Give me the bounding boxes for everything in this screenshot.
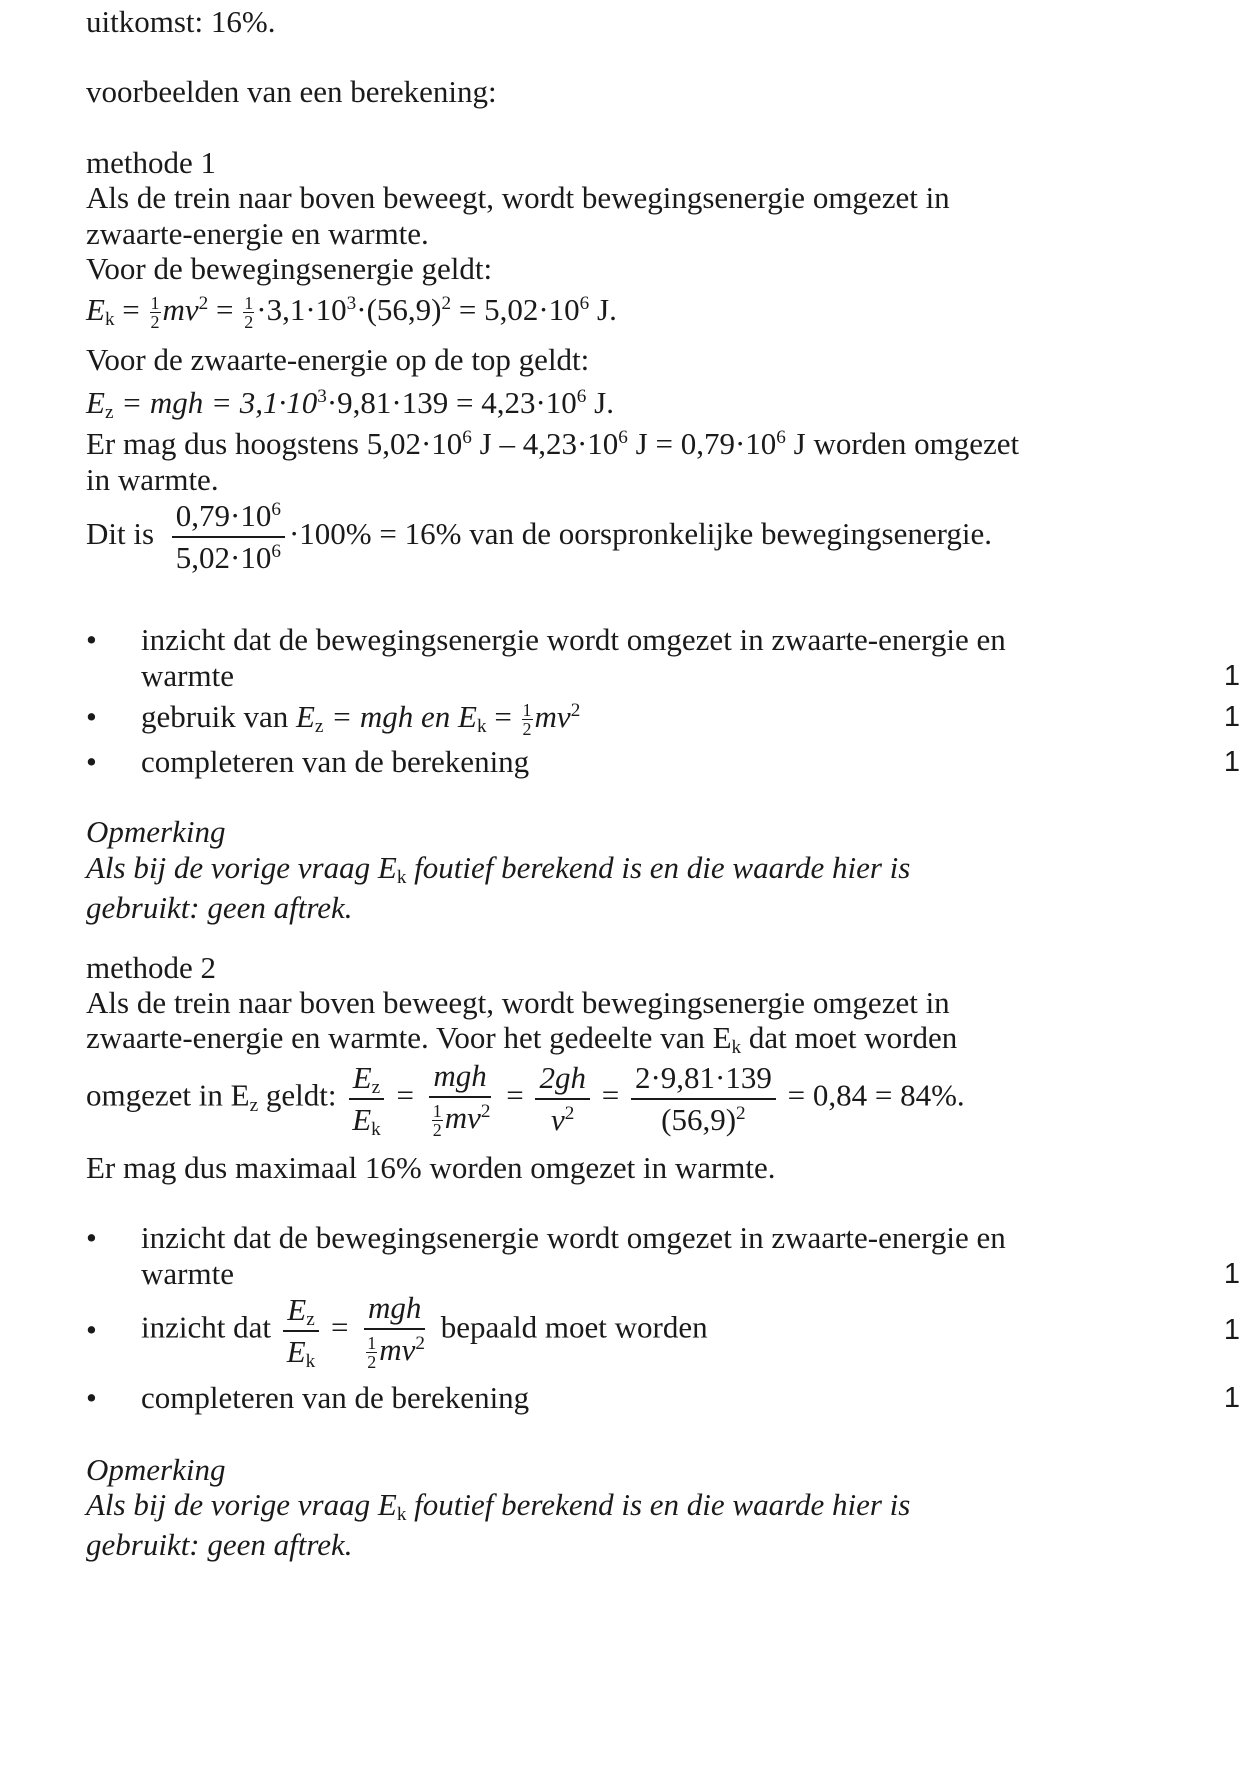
energy-ratio-formula <box>86 1058 965 1139</box>
ratio-fraction <box>426 1058 495 1139</box>
score-point: 1 <box>1223 701 1240 733</box>
potential-energy-formula <box>86 385 614 424</box>
exponent: 6 <box>462 427 472 449</box>
ratio-fraction <box>535 1060 590 1137</box>
method2-text-line <box>86 1020 958 1059</box>
fraction-denominator <box>547 1100 578 1138</box>
numerator-value: 0,79·10 <box>175 498 272 533</box>
half-numerator: 1 <box>522 700 532 721</box>
half-fraction <box>432 1102 443 1139</box>
method1-text-line: Als de trein naar boven beweegt, wordt bewegingsenergie omgezet in <box>86 180 950 215</box>
exponent: 6 <box>576 386 587 408</box>
speed-value: (56,9) <box>661 1101 737 1137</box>
fraction-denominator <box>172 538 285 576</box>
exponent: 6 <box>776 427 786 449</box>
remark-title: Opmerking <box>86 814 226 849</box>
remark-text <box>86 1487 911 1526</box>
formula-prefix: omgezet in E <box>86 1077 250 1113</box>
percentage-fraction-line <box>86 498 992 575</box>
ek-result: = 5,02·10 <box>458 292 580 327</box>
denominator-value: 5,02·10 <box>175 539 272 575</box>
heat-part: J worden omgezet <box>785 426 1020 461</box>
criterion-formula <box>141 699 580 738</box>
half-fraction <box>522 701 533 738</box>
criterion-text: gebruik van <box>141 699 296 734</box>
bullet: • <box>86 699 97 734</box>
equals-sign: = <box>331 1309 349 1345</box>
method2-text-line: Er mag dus maximaal 16% worden omgezet in warmte. <box>86 1150 776 1185</box>
fraction-suffix: van de oorspronkelijke bewegingsenergie. <box>461 515 993 551</box>
criterion-text: bepaald moet worden <box>440 1309 708 1345</box>
ratio-result: = 0,84 = 84%. <box>787 1077 965 1113</box>
ez-subscript: z <box>249 1095 259 1116</box>
fraction-denominator <box>426 1098 495 1139</box>
score-point: 1 <box>1223 1314 1240 1346</box>
text-part: dat moet worden <box>741 1020 958 1055</box>
ratio-fraction <box>348 1059 385 1140</box>
method2-title: methode 2 <box>86 950 216 985</box>
fraction-numerator <box>283 1292 318 1332</box>
half-numerator: 1 <box>432 1101 442 1122</box>
ek-symbol: E <box>86 292 105 327</box>
ratio-fraction <box>283 1291 320 1372</box>
criterion-text: inzicht dat de bewegingsenergie wordt omgezet in zwaarte-energie en <box>141 622 1006 657</box>
heat-part: Er mag dus hoogstens 5,02·10 <box>86 426 463 461</box>
score-point: 1 <box>1223 1258 1240 1290</box>
examples-heading: voorbeelden van een berekening: <box>86 74 497 109</box>
exponent: 6 <box>271 499 281 521</box>
ez-subscript: z <box>306 1309 315 1331</box>
equals-sign: = <box>601 1077 620 1113</box>
square-exponent: 2 <box>480 1101 491 1123</box>
equals-sign: = <box>506 1077 524 1113</box>
method1-title: methode 1 <box>86 145 216 180</box>
remark-part: foutief berekend is en die waarde hier is <box>406 850 911 885</box>
ek-subscript: k <box>731 1037 742 1059</box>
fraction-numerator <box>349 1060 384 1100</box>
mass-value: ·3,1·10 <box>256 292 347 327</box>
ek-symbol: E <box>458 699 477 734</box>
ek-result-exponent: 6 <box>579 293 590 315</box>
percentage-result: ·100% = 16% <box>288 515 462 551</box>
remark-title: Opmerking <box>86 1452 226 1487</box>
half-denominator: 2 <box>244 312 254 333</box>
ek-subscript: k <box>396 867 407 889</box>
criterion-text: warmte <box>141 658 234 693</box>
ez-symbol: E <box>287 1291 307 1327</box>
remark-text: gebruikt: geen aftrek. <box>86 890 353 925</box>
half-fraction <box>150 294 161 331</box>
fraction-numerator: 2·9,81·139 <box>631 1060 776 1100</box>
method1-text-line: zwaarte-energie en warmte. <box>86 216 429 251</box>
remark-text <box>86 850 911 889</box>
mass-exponent: 3 <box>346 293 357 315</box>
half-fraction <box>243 294 254 331</box>
square-exponent: 2 <box>198 293 209 315</box>
speed-exponent: 2 <box>441 293 452 315</box>
unit-joule: J. <box>586 385 614 420</box>
ek-subscript: k <box>371 1118 381 1140</box>
method1-text-line: Voor de bewegingsenergie geldt: <box>86 251 493 286</box>
fraction-numerator: mgh <box>364 1290 425 1330</box>
ratio-fraction <box>360 1290 429 1371</box>
ez-subscript: z <box>104 402 114 424</box>
half-numerator: 1 <box>150 293 160 314</box>
method1-text-line: in warmte. <box>86 462 219 497</box>
criterion-formula <box>141 1290 708 1371</box>
ez-symbol: E <box>352 1059 372 1095</box>
formula-prefix: geldt: <box>258 1077 337 1113</box>
unit-joule: J. <box>589 292 617 327</box>
square-exponent: 2 <box>415 1333 426 1355</box>
score-point: 1 <box>1223 1382 1240 1414</box>
exponent: 6 <box>618 427 628 449</box>
fraction-numerator: mgh <box>429 1058 490 1098</box>
equals-sign: = <box>216 292 234 327</box>
speed-value: ·(56,9) <box>356 292 442 327</box>
heat-part: J = 0,79·10 <box>627 426 777 461</box>
ek-symbol: E <box>286 1333 306 1369</box>
fraction-numerator: 2gh <box>535 1060 590 1100</box>
half-numerator: 1 <box>244 293 254 314</box>
percentage-fraction <box>172 498 285 575</box>
criterion-text: warmte <box>141 1256 234 1291</box>
ek-subscript: k <box>476 716 487 738</box>
ratio-fraction <box>631 1060 776 1137</box>
mv-term: mv <box>162 292 199 327</box>
exponent: 3 <box>317 386 327 408</box>
ek-subscript: k <box>305 1350 316 1372</box>
mv-term: mv <box>534 699 571 734</box>
remark-part: Als bij de vorige vraag E <box>86 850 397 885</box>
square-exponent: 2 <box>564 1102 575 1124</box>
fraction-denominator <box>348 1100 385 1138</box>
fraction-prefix: Dit is <box>86 515 155 551</box>
half-denominator: 2 <box>367 1352 377 1373</box>
bullet: • <box>86 1380 97 1415</box>
remark-text: gebruikt: geen aftrek. <box>86 1527 353 1562</box>
kinetic-energy-formula <box>86 292 617 331</box>
method1-text-line: Voor de zwaarte-energie op de top geldt: <box>86 342 590 377</box>
ek-subscript: k <box>396 1504 407 1526</box>
ez-symbol: E <box>86 385 105 420</box>
ez-subscript: z <box>314 716 324 738</box>
mv-term: mv <box>444 1099 481 1135</box>
mv-term: mv <box>379 1331 416 1367</box>
heat-part: J – 4,23·10 <box>471 426 619 461</box>
text-part: zwaarte-energie en warmte. Voor het gedeelte van E <box>86 1020 732 1055</box>
score-point: 1 <box>1223 660 1240 692</box>
equals-sign: = <box>396 1077 414 1113</box>
ek-subscript: k <box>104 309 115 331</box>
bullet: • <box>86 1312 97 1347</box>
outcome-line: uitkomst: 16%. <box>86 4 276 39</box>
fraction-denominator <box>657 1100 750 1138</box>
square-exponent: 2 <box>570 700 581 722</box>
ez-expression-rest: ·9,81·139 = 4,23·10 <box>326 385 577 420</box>
square-exponent: 2 <box>736 1102 746 1124</box>
criterion-text: completeren van de berekening <box>141 744 530 779</box>
half-denominator: 2 <box>150 312 160 333</box>
method2-text-line: Als de trein naar boven beweegt, wordt bewegingsenergie omgezet in <box>86 985 950 1020</box>
fraction-denominator <box>360 1330 429 1371</box>
equals-sign: = <box>122 292 140 327</box>
bullet: • <box>86 622 97 657</box>
criterion-formula-mid: = mgh en <box>323 699 459 734</box>
criterion-text: inzicht dat de bewegingsenergie wordt omgezet in zwaarte-energie en <box>141 1220 1006 1255</box>
fraction-denominator <box>283 1332 320 1370</box>
criterion-text: completeren van de berekening <box>141 1380 530 1415</box>
remark-part: foutief berekend is en die waarde hier is <box>406 1487 911 1522</box>
bullet: • <box>86 1220 97 1255</box>
half-fraction <box>366 1334 377 1371</box>
ez-symbol: E <box>295 699 315 734</box>
remark-part: Als bij de vorige vraag E <box>86 1487 397 1522</box>
criterion-text: inzicht dat <box>141 1309 271 1345</box>
bullet: • <box>86 744 97 779</box>
ez-expression: = mgh = 3,1·10 <box>113 385 318 420</box>
exponent: 6 <box>271 541 281 563</box>
v-term: v <box>551 1101 565 1137</box>
half-numerator: 1 <box>367 1333 377 1354</box>
ek-symbol: E <box>352 1101 372 1137</box>
half-denominator: 2 <box>432 1120 442 1141</box>
heat-difference-line <box>86 426 1019 462</box>
equals-sign: = <box>486 699 520 734</box>
half-denominator: 2 <box>522 719 532 740</box>
ez-subscript: z <box>371 1077 381 1099</box>
fraction-numerator <box>172 498 285 538</box>
score-point: 1 <box>1223 746 1240 778</box>
